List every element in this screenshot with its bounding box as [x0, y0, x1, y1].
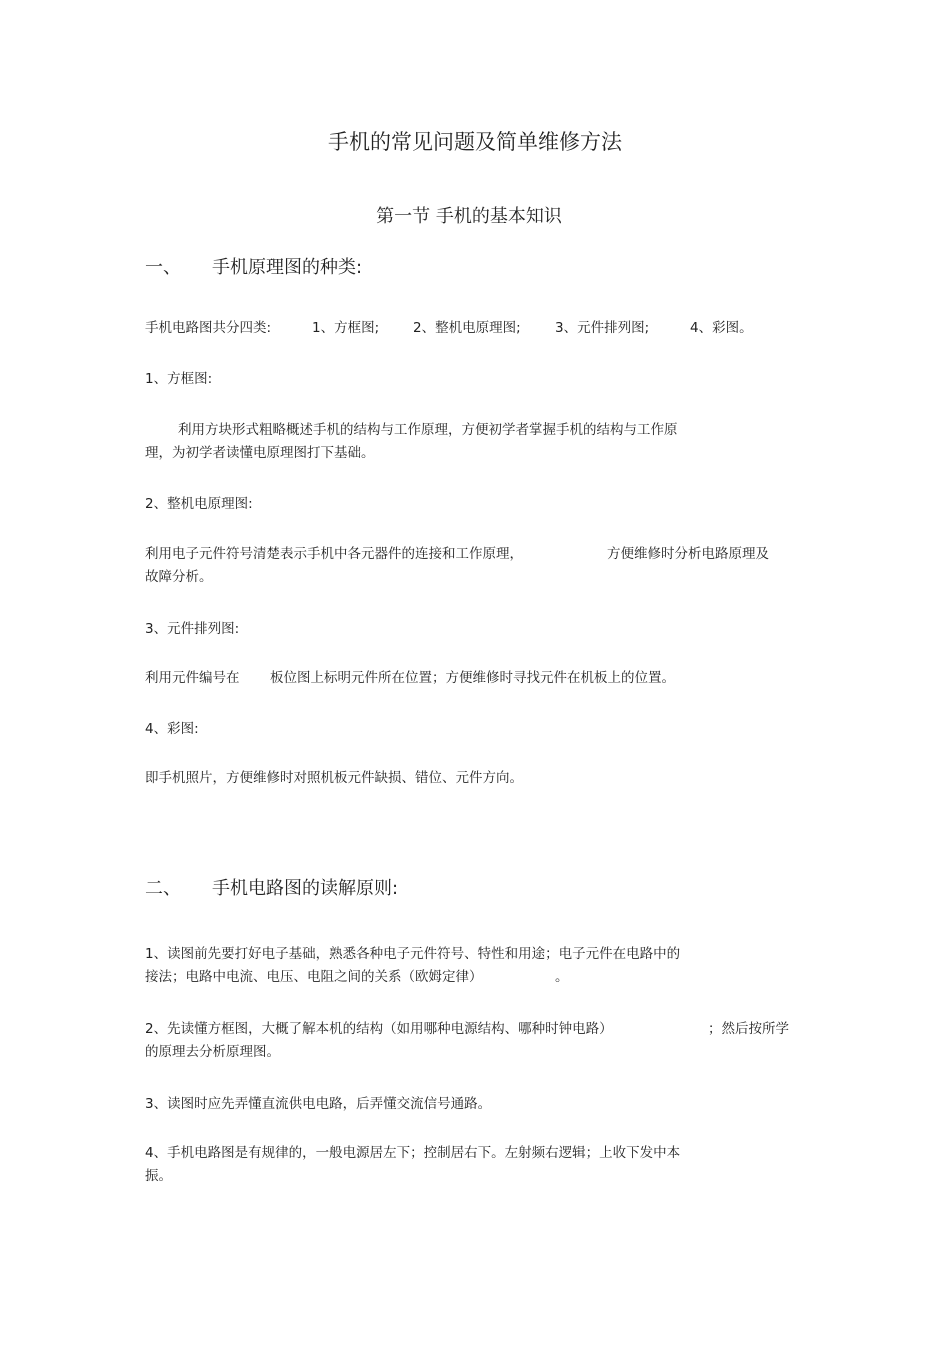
part-1-number: 一、 — [145, 257, 181, 278]
overview-item: 1、方框图; — [312, 320, 380, 336]
part-2-heading: 手机电路图的读解原则: — [212, 878, 399, 899]
rule-3-line1: 3、读图时应先弄懂直流供电电路，后弄懂交流信号通路。 — [145, 1096, 492, 1112]
type-2-text-line2: 故障分析。 — [145, 569, 213, 585]
part-2-number: 二、 — [145, 878, 181, 899]
rule-2-line2: 的原理去分析原理图。 — [145, 1044, 280, 1060]
overview-item: 2、整机电原理图; — [413, 320, 521, 336]
overview-item: 4、彩图。 — [690, 320, 753, 336]
rule-2-line1-b: ；然后按所学 — [708, 1021, 789, 1037]
type-1-label: 1、方框图: — [145, 371, 213, 387]
type-2-text-b: 方便维修时分析电路原理及 — [607, 546, 769, 562]
type-2-text-a: 利用电子元件符号清楚表示手机中各元器件的连接和工作原理， — [145, 546, 523, 562]
rule-1-line2-a: 接法；电路中电流、电压、电阻之间的关系（欧姆定律） — [145, 969, 483, 985]
type-4-text: 即手机照片，方便维修时对照机板元件缺损、错位、元件方向。 — [145, 770, 523, 786]
part-1-heading: 手机原理图的种类: — [212, 257, 363, 278]
type-3-text-a: 利用元件编号在 — [145, 670, 240, 686]
type-1-text-line: 理，为初学者读懂电原理图打下基础。 — [145, 445, 375, 461]
section-1-title: 第一节 手机的基本知识 — [376, 206, 562, 227]
overview-lead: 手机电路图共分四类: — [145, 320, 272, 336]
rule-2-line1-a: 2、先读懂方框图，大概了解本机的结构（如用哪种电源结构、哪种时钟电路） — [145, 1021, 613, 1037]
overview-item: 3、元件排列图; — [555, 320, 650, 336]
type-3-label: 3、元件排列图: — [145, 621, 240, 637]
rule-1-line2-b: 。 — [555, 969, 569, 985]
type-4-label: 4、彩图: — [145, 721, 199, 737]
rule-1-line1: 1、读图前先要打好电子基础，熟悉各种电子元件符号、特性和用途；电子元件在电路中的 — [145, 946, 681, 962]
rule-4-line2: 振。 — [145, 1168, 172, 1184]
type-3-text-b: 板位图上标明元件所在位置；方便维修时寻找元件在机板上的位置。 — [270, 670, 675, 686]
rule-4-line1: 4、手机电路图是有规律的，一般电源居左下；控制居右下。左射频右逻辑；上收下发中本 — [145, 1145, 681, 1161]
document-title: 手机的常见问题及简单维修方法 — [328, 130, 622, 154]
type-2-label: 2、整机电原理图: — [145, 496, 253, 512]
type-1-text-line: 利用方块形式粗略概述手机的结构与工作原理，方便初学者掌握手机的结构与工作原 — [178, 422, 678, 438]
